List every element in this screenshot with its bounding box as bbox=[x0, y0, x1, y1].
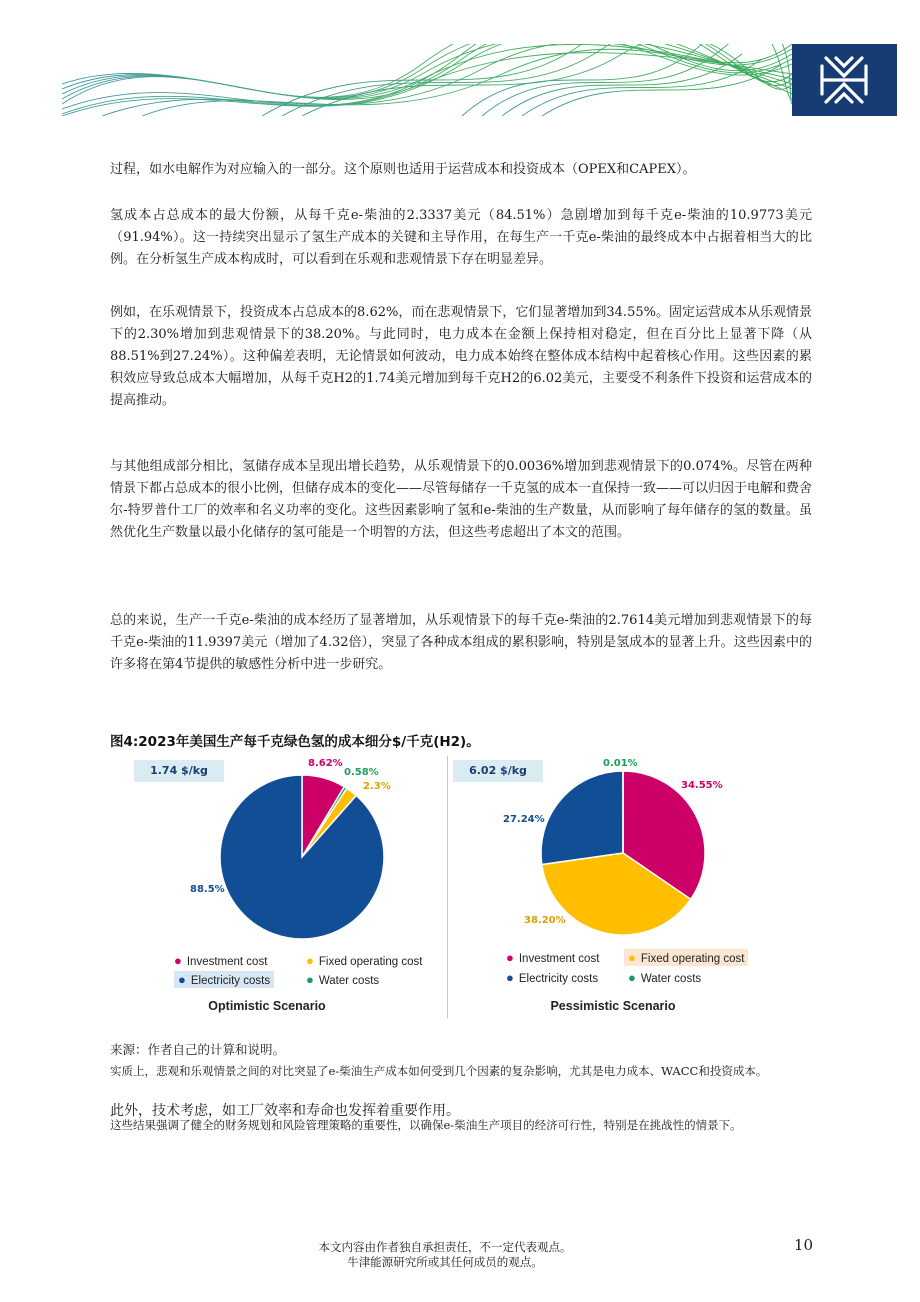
slice-label-electricity: 88.5% bbox=[190, 884, 225, 895]
legend-item-fixed-operating bbox=[624, 949, 748, 966]
legend-label: Water costs bbox=[640, 973, 702, 985]
scenario-title: Pessimistic Scenario bbox=[550, 999, 676, 1013]
slice-label-water: 0.58% bbox=[344, 767, 379, 778]
total-cost-badge: 6.02 $/kg bbox=[453, 760, 543, 782]
note-paragraph-1: 实质上，悲观和乐观情景之间的对比突显了e-柴油生产成本如何受到几个因素的复杂影响，尤其是电力成本、WACC和投资成本。 bbox=[110, 1064, 768, 1078]
total-cost-badge: 1.74 $/kg bbox=[134, 760, 224, 782]
scenario-title: Optimistic Scenario bbox=[208, 999, 326, 1013]
legend-marker: ● bbox=[628, 950, 636, 965]
slice-label-investment: 8.62% bbox=[308, 758, 343, 769]
legend-marker: ● bbox=[174, 953, 182, 968]
slice-electricity bbox=[220, 775, 384, 939]
page-number: 10 bbox=[794, 1236, 814, 1254]
legend-label: Electricity costs bbox=[518, 973, 599, 985]
footer-disclaimer-line-2: 牛津能源研究所或其任何成员的观点。 bbox=[347, 1255, 543, 1269]
legend-item-water bbox=[624, 969, 705, 986]
legend-item-water bbox=[302, 971, 383, 988]
legend-marker: ● bbox=[306, 972, 314, 987]
legend-marker: ● bbox=[506, 970, 514, 985]
slice-electricity bbox=[541, 771, 623, 865]
paragraph-3: 例如，在乐观情景下，投资成本占总成本的8.62%，而在悲观情景下，它们显著增加到34.55%。固定运营成本从乐观情景下的2.30%增加到悲观情景下的38.20%。与此同时，电力成本在金额上保持相对稳定，但在百分比上显著下降（从88.51%到27.24%）。这种偏差表明，无论情景如何波动，电力成本始终在整体成本结构中起着核心作用。这些因素的累积效应导致总成本大幅增加，从每千克H2的1.74美元增加到每千克H2的6.02美元，主要受不利条件下投资和运营成本的提高推动。 bbox=[110, 305, 812, 408]
paragraph-1: 过程，如水电解作为对应输入的一部分。这个原则也适用于运营成本和投资成本（OPEX和CAPEX）。 bbox=[110, 162, 696, 177]
slice-label-fixed-operating: 38.20% bbox=[524, 915, 566, 926]
legend-marker: ● bbox=[628, 970, 636, 985]
paragraph-5: 总的来说，生产一千克e-柴油的成本经历了显著增加，从乐观情景下的每千克e-柴油的2.7614美元增加到悲观情景下的每千克e-柴油的11.9397美元（增加了4.32倍），突显了各种成本组成的累积影响，特别是氢成本的显著上升。这些因素中的许多将在第4节提供的敏感性分析中进一步研究。 bbox=[110, 613, 812, 672]
slice-label-investment: 34.55% bbox=[681, 780, 723, 791]
legend-item-electricity bbox=[174, 971, 274, 988]
slice-label-electricity: 27.24% bbox=[503, 814, 545, 825]
note-paragraph-3: 这些结果强调了健全的财务规划和风险管理策略的重要性，以确保e-柴油生产项目的经济可行性，特别是在挑战性的情景下。 bbox=[110, 1118, 742, 1132]
note-heading: 此外，技术考虑，如工厂效率和寿命也发挥着重要作用。 bbox=[110, 1103, 460, 1119]
legend-label: Electricity costs bbox=[190, 975, 271, 987]
slice-label-fixed-operating: 2.3% bbox=[363, 781, 391, 792]
paragraph-2: 氢成本占总成本的最大份额，从每千克e-柴油的2.3337美元（84.51%）急剧增加到每千克e-柴油的10.9773美元（91.94%）。这一持续突出显示了氢生产成本的关键和主导作用，在每生产一千克e-柴油的最终成本中占据着相当大的比例。在分析氢生产成本构成时，可以看到在乐观和悲观情景下存在明显差异。 bbox=[110, 208, 812, 267]
legend-item-investment bbox=[502, 949, 603, 966]
figure-source: 来源：作者自己的计算和说明。 bbox=[110, 1042, 286, 1057]
legend-item-electricity bbox=[502, 969, 602, 986]
oies-logo bbox=[792, 44, 897, 116]
wave-pattern-graphic bbox=[62, 44, 792, 116]
legend-marker: ● bbox=[306, 953, 314, 968]
footer-disclaimer-line-1: 本文内容由作者独自承担责任，不一定代表观点。 bbox=[318, 1240, 572, 1254]
pie-svg bbox=[112, 752, 447, 1022]
legend-marker: ● bbox=[178, 972, 186, 987]
legend-marker: ● bbox=[506, 950, 514, 965]
paragraph-4: 与其他组成部分相比，氢储存成本呈现出增长趋势，从乐观情景下的0.0036%增加到悲观情景下的0.074%。尽管在两种情景下都占总成本的很小比例，但储存成本的变化——尽管每储存一千克氢的成本一直保持一致——可以归因于电解和费舍尔-特罗普什工厂的效率和名义功率的变化。这些因素影响了氢和e-柴油的生产数量，从而影响了每年储存的氢的数量。虽然优化生产数量以最小化储存的氢可能是一个明智的方法，但这些考虑超出了本文的范围。 bbox=[110, 459, 813, 540]
figure-title: 图4:2023年美国生产每千克绿色氢的成本细分$/千克(H2)。 bbox=[110, 734, 480, 750]
legend-label: Fixed operating cost bbox=[640, 953, 745, 965]
logo-icon bbox=[792, 44, 897, 116]
legend-label: Fixed operating cost bbox=[318, 956, 423, 968]
legend-label: Investment cost bbox=[518, 953, 600, 965]
optimistic-pie-chart bbox=[112, 752, 447, 1022]
legend-item-investment bbox=[170, 952, 271, 969]
slice-label-water: 0.01% bbox=[603, 758, 638, 769]
chart-divider bbox=[447, 756, 448, 1018]
legend-item-fixed-operating bbox=[302, 952, 426, 969]
pessimistic-pie-chart bbox=[458, 752, 793, 1022]
header-banner bbox=[62, 44, 792, 116]
legend-label: Water costs bbox=[318, 975, 380, 987]
legend-label: Investment cost bbox=[186, 956, 268, 968]
